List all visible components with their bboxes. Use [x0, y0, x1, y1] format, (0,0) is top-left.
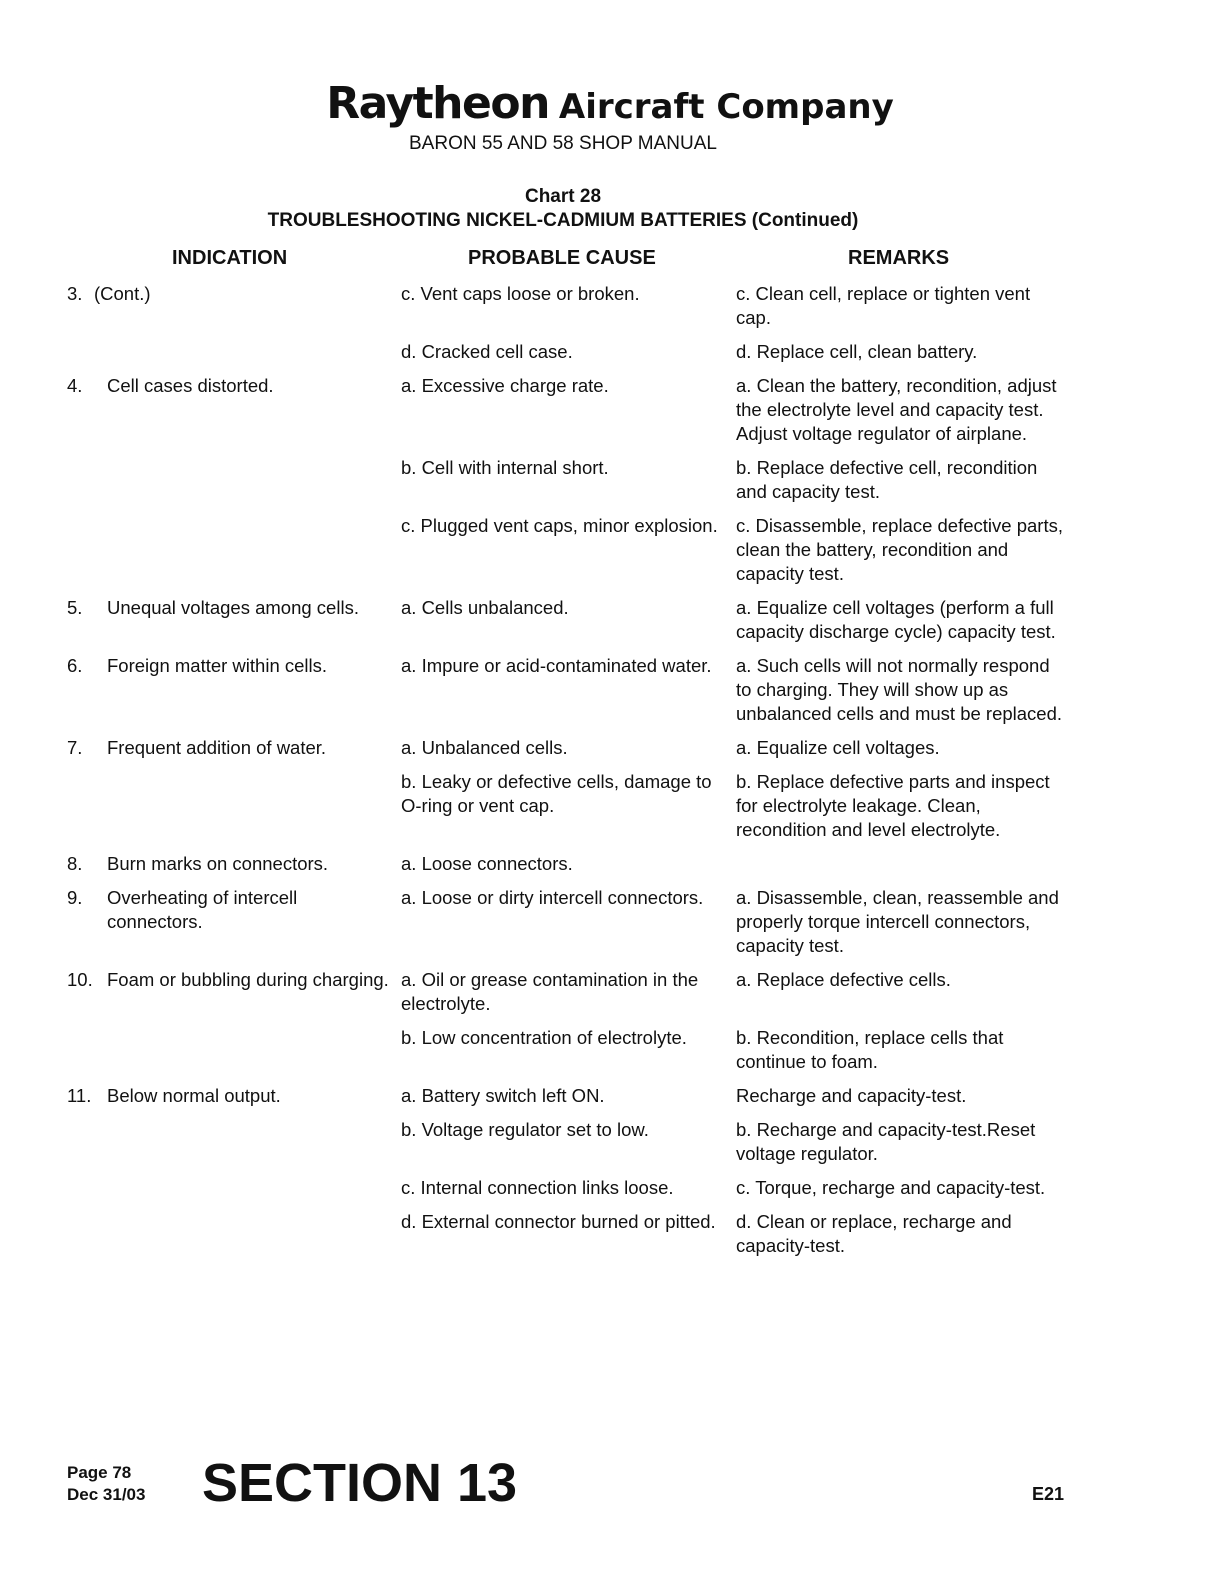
- item-number: [67, 456, 107, 504]
- table-row: [67, 1176, 1067, 1200]
- table-row: [67, 514, 1067, 586]
- item-number: 9.: [67, 887, 83, 908]
- probable-cause-cell: d. External connector burned or pitted.: [401, 1211, 716, 1232]
- indication-cell: [67, 654, 401, 726]
- probable-cause-cell: b. Cell with internal short.: [401, 457, 609, 478]
- table-row: [67, 1210, 1067, 1258]
- troubleshooting-table: [67, 282, 1067, 1258]
- indication-text: Overheating of intercell connectors.: [107, 887, 298, 932]
- item-number: [67, 340, 107, 364]
- indication-text: Burn marks on connectors.: [107, 853, 329, 874]
- indication-cell: [67, 1176, 401, 1200]
- indication-cell: [67, 374, 401, 446]
- item-number: [67, 1118, 107, 1166]
- remarks-cell: c. Disassemble, replace defective parts, clean the battery, recondition and capacity test.: [736, 515, 1063, 584]
- remarks-cell: a. Replace defective cells.: [736, 969, 951, 990]
- table-row: [67, 1118, 1067, 1166]
- remarks-cell: a. Equalize cell voltages.: [736, 737, 940, 758]
- probable-cause-cell: a. Cells unbalanced.: [401, 597, 569, 618]
- indication-text: Foam or bubbling during charging.: [107, 969, 389, 990]
- probable-cause-cell: c. Plugged vent caps, minor explosion.: [401, 515, 718, 536]
- indication-cell: [67, 886, 401, 958]
- probable-cause-cell: b. Voltage regulator set to low.: [401, 1119, 649, 1140]
- manual-title: BARON 55 AND 58 SHOP MANUAL: [409, 133, 717, 154]
- table-row: [67, 654, 1067, 726]
- remarks-cell: a. Equalize cell voltages (perform a full capacity discharge cycle) capacity test.: [736, 597, 1056, 642]
- table-row: [67, 374, 1067, 446]
- column-header-remarks: REMARKS: [848, 247, 950, 269]
- brand-logo: Raytheon: [326, 78, 549, 129]
- indication-text: Frequent addition of water.: [107, 737, 327, 758]
- indication-text: [107, 1118, 401, 1166]
- indication-cell: [67, 1084, 401, 1108]
- indication-text: Cell cases distorted.: [107, 375, 274, 396]
- remarks-cell: c. Torque, recharge and capacity-test.: [736, 1177, 1046, 1198]
- table-row: [67, 596, 1067, 644]
- table-row: [67, 1084, 1067, 1108]
- column-header-probable-cause: PROBABLE CAUSE: [468, 247, 656, 269]
- item-number: [67, 1026, 107, 1074]
- indication-cell: [67, 968, 401, 1016]
- item-number: 6.: [67, 655, 83, 676]
- indication-cell: [67, 1118, 401, 1166]
- indication-cell: [67, 596, 401, 644]
- page-header: [0, 78, 1220, 129]
- indication-text: Below normal output.: [107, 1085, 281, 1106]
- item-number: 7.: [67, 737, 83, 758]
- remarks-cell: c. Clean cell, replace or tighten vent cap.: [736, 283, 1031, 328]
- chart-subtitle: TROUBLESHOOTING NICKEL-CADMIUM BATTERIES (Continued): [267, 210, 859, 231]
- probable-cause-cell: a. Oil or grease contamination in the electrolyte.: [401, 969, 699, 1014]
- indication-text: [107, 1176, 401, 1200]
- table-row: [67, 968, 1067, 1016]
- remarks-cell: a. Disassemble, clean, reassemble and properly torque intercell connectors, capacity test.: [736, 887, 1059, 956]
- indication-cell: [67, 1026, 401, 1074]
- probable-cause-cell: c. Internal connection links loose.: [401, 1177, 674, 1198]
- indication-text: [107, 456, 401, 504]
- item-number: [67, 514, 107, 586]
- indication-text: Foreign matter within cells.: [107, 655, 328, 676]
- brand-line: [326, 78, 894, 129]
- probable-cause-cell: a. Loose connectors.: [401, 853, 573, 874]
- page-number: Page 78: [67, 1463, 132, 1482]
- remarks-cell: b. Replace defective cell, recondition and capacity test.: [736, 457, 1038, 502]
- page-code: E21: [1032, 1484, 1065, 1504]
- item-number: [67, 1210, 107, 1258]
- indication-cell: [67, 514, 401, 586]
- indication-text: [107, 1026, 401, 1074]
- item-number: [67, 1176, 107, 1200]
- remarks-cell: b. Recondition, replace cells that continue to foam.: [736, 1027, 1004, 1072]
- remarks-cell: a. Such cells will not normally respond to charging. They will show up as unbalanced cells and must be replaced.: [736, 655, 1063, 724]
- probable-cause-cell: a. Battery switch left ON.: [401, 1085, 605, 1106]
- remarks-cell: a. Clean the battery, recondition, adjust the electrolyte level and capacity test. Adjust voltage regulator of airplane.: [736, 375, 1057, 444]
- section-title: SECTION 13: [202, 1453, 518, 1513]
- indication-text: [107, 514, 401, 586]
- indication-cell: [67, 340, 401, 364]
- remarks-cell: [736, 852, 1067, 876]
- item-number: [67, 770, 107, 842]
- probable-cause-cell: a. Excessive charge rate.: [401, 375, 609, 396]
- table-row: [67, 886, 1067, 958]
- indication-cell: [67, 736, 401, 760]
- column-header-indication: INDICATION: [172, 247, 288, 269]
- indication-text: Unequal voltages among cells.: [107, 597, 359, 618]
- indication-cell: [67, 282, 401, 330]
- probable-cause-cell: b. Leaky or defective cells, damage to O-ring or vent cap.: [401, 771, 712, 816]
- table-row: [67, 1026, 1067, 1074]
- indication-cell: [67, 770, 401, 842]
- remarks-cell: d. Replace cell, clean battery.: [736, 341, 978, 362]
- item-number: 10.: [67, 969, 93, 990]
- item-number: 3.: [67, 283, 83, 304]
- indication-text: [107, 1210, 401, 1258]
- item-number: 11.: [67, 1085, 92, 1106]
- chart-title: Chart 28: [524, 186, 602, 207]
- company-name: Aircraft Company: [558, 87, 894, 127]
- probable-cause-cell: a. Unbalanced cells.: [401, 737, 568, 758]
- indication-text: [107, 340, 401, 364]
- probable-cause-cell: c. Vent caps loose or broken.: [401, 283, 640, 304]
- remarks-cell: Recharge and capacity-test.: [736, 1085, 967, 1106]
- indication-text: [107, 770, 401, 842]
- table-row: [67, 770, 1067, 842]
- table-row: [67, 852, 1067, 876]
- probable-cause-cell: d. Cracked cell case.: [401, 341, 573, 362]
- remarks-cell: b. Recharge and capacity-test.Reset voltage regulator.: [736, 1119, 1036, 1164]
- page-info: [67, 1462, 145, 1506]
- item-number: 5.: [67, 597, 83, 618]
- indication-text: (Cont.): [94, 283, 151, 304]
- revision-date: Dec 31/03: [67, 1485, 146, 1504]
- indication-cell: [67, 852, 401, 876]
- item-number: 8.: [67, 853, 83, 874]
- probable-cause-cell: b. Low concentration of electrolyte.: [401, 1027, 687, 1048]
- remarks-cell: b. Replace defective parts and inspect for electrolyte leakage. Clean, recondition and level electrolyte.: [736, 771, 1050, 840]
- indication-cell: [67, 1210, 401, 1258]
- remarks-cell: d. Clean or replace, recharge and capacity-test.: [736, 1211, 1012, 1256]
- table-row: [67, 456, 1067, 504]
- table-row: [67, 736, 1067, 760]
- item-number: 4.: [67, 375, 83, 396]
- table-row: [67, 340, 1067, 364]
- indication-cell: [67, 456, 401, 504]
- probable-cause-cell: a. Impure or acid-contaminated water.: [401, 655, 712, 676]
- table-row: [67, 282, 1067, 330]
- probable-cause-cell: a. Loose or dirty intercell connectors.: [401, 887, 704, 908]
